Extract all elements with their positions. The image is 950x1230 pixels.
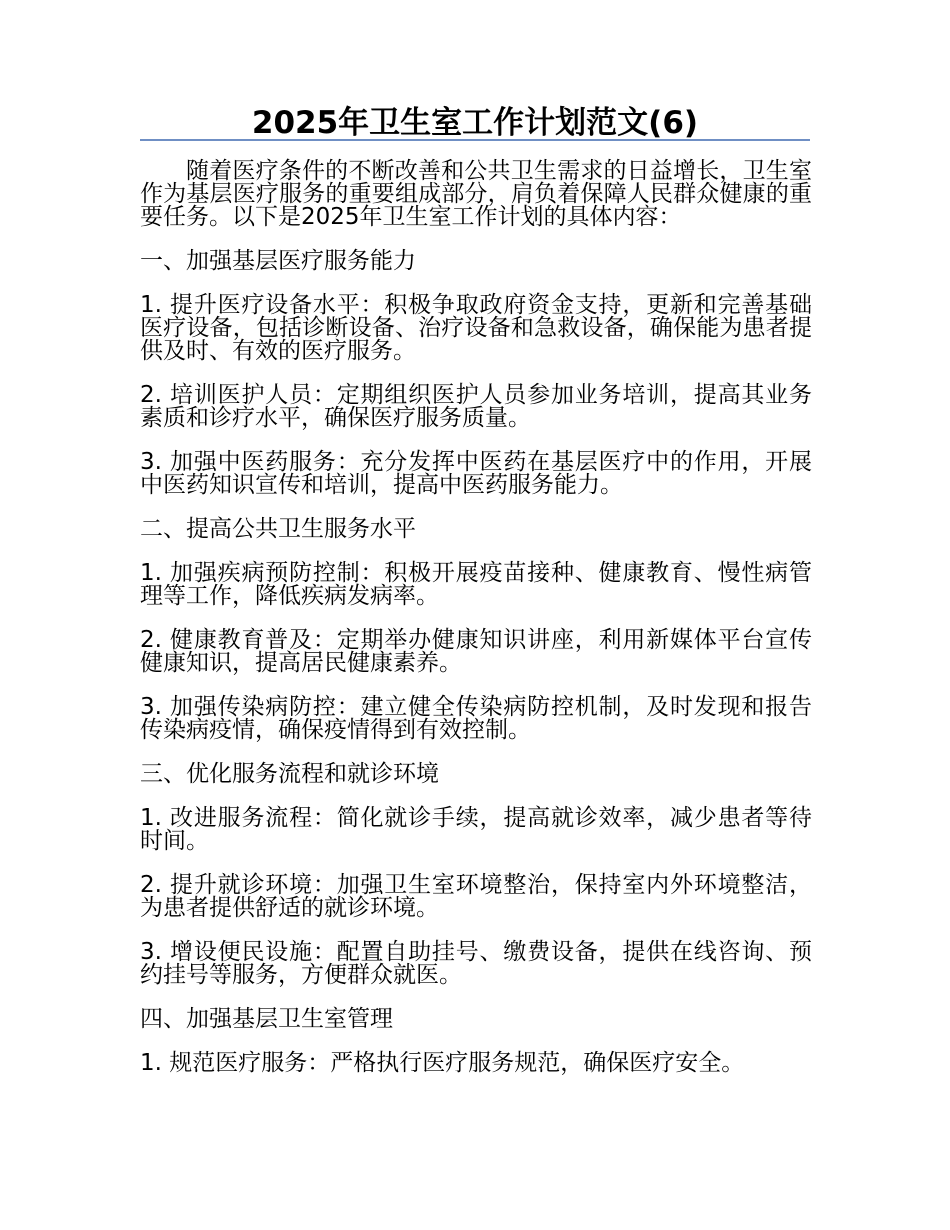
section-2-item-1: 1. 加强疾病预防控制：积极开展疫苗接种、健康教育、慢性病管理等工作，降低疾病发病率。 (140, 560, 812, 609)
document-title: 2025年卫生室工作计划范文(6) (251, 105, 699, 141)
section-4-item-1: 1. 规范医疗服务：严格执行医疗服务规范，确保医疗安全。 (140, 1050, 745, 1076)
section-heading-4: 四、加强基层卫生室管理 (140, 1006, 393, 1032)
section-1-item-1: 1. 提升医疗设备水平：积极争取政府资金支持，更新和完善基础医疗设备，包括诊断设备、治疗设备和急救设备，确保能为患者提供及时、有效的医疗服务。 (140, 292, 812, 364)
section-3-item-2: 2. 提升就诊环境：加强卫生室环境整治，保持室内外环境整洁，为患者提供舒适的就诊环境。 (140, 872, 812, 921)
section-3-item-1: 1. 改进服务流程：简化就诊手续，提高就诊效率，减少患者等待时间。 (140, 805, 812, 854)
section-2-item-3: 3. 加强传染病防控：建立健全传染病防控机制，及时发现和报告传染病疫情，确保疫情得到有效控制。 (140, 694, 812, 743)
section-2-item-2: 2. 健康教育普及：定期举办健康知识讲座，利用新媒体平台宣传健康知识，提高居民健康素养。 (140, 627, 812, 676)
section-heading-3: 三、优化服务流程和就诊环境 (140, 761, 439, 787)
intro-paragraph: 随着医疗条件的不断改善和公共卫生需求的日益增长，卫生室作为基层医疗服务的重要组成部分，肩负着保障人民群众健康的重要任务。以下是2025年卫生室工作计划的具体内容： (140, 158, 812, 230)
document-body (140, 160, 812, 1096)
section-heading-1: 一、加强基层医疗服务能力 (140, 248, 416, 274)
section-3-item-3: 3. 增设便民设施：配置自助挂号、缴费设备，提供在线咨询、预约挂号等服务，方便群众就医。 (140, 939, 812, 988)
title-underline (140, 139, 810, 141)
section-heading-2: 二、提高公共卫生服务水平 (140, 516, 416, 542)
section-1-item-3: 3. 加强中医药服务：充分发挥中医药在基层医疗中的作用，开展中医药知识宣传和培训，提高中医药服务能力。 (140, 449, 812, 498)
section-1-item-2: 2. 培训医护人员：定期组织医护人员参加业务培训，提高其业务素质和诊疗水平，确保医疗服务质量。 (140, 382, 812, 431)
